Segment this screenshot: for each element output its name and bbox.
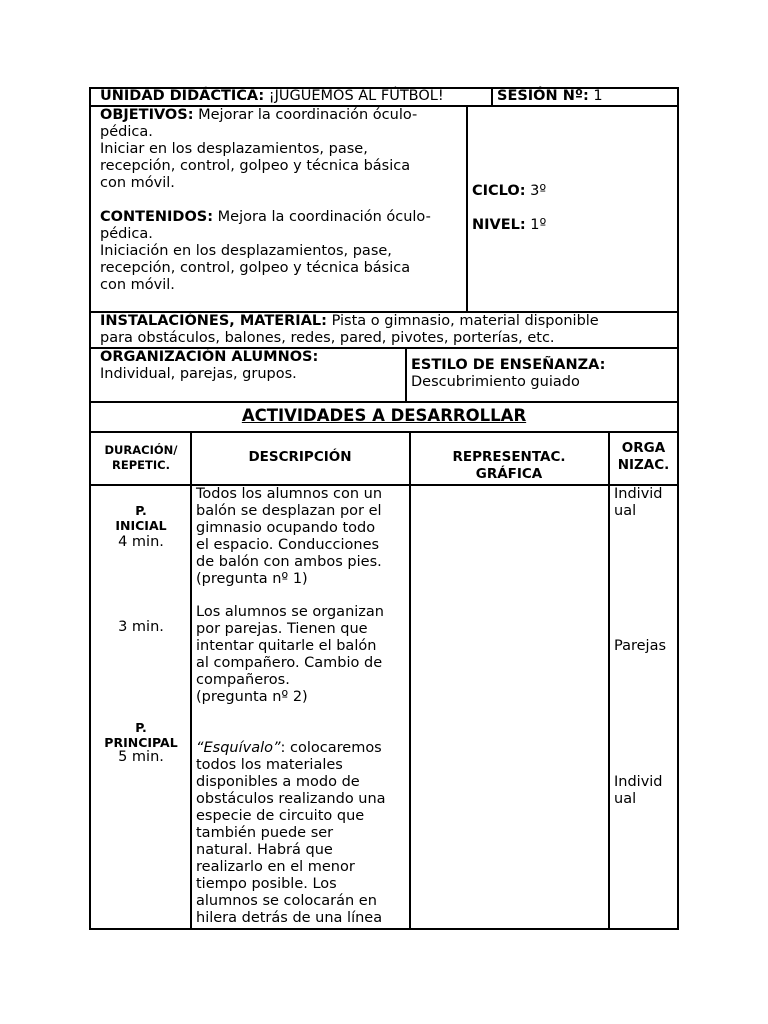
row-3-description xyxy=(196,740,406,927)
organizacion-value: Individual, parejas, grupos. xyxy=(100,366,297,382)
ciclo xyxy=(472,183,546,200)
rule-organization-divider xyxy=(405,348,407,402)
sesion-value: 1 xyxy=(588,88,603,104)
col-header-representacion: REPRESENTAC. GRÁFICA xyxy=(452,449,566,482)
rule-objectives-divider xyxy=(466,106,468,312)
col-header-organizacion: ORGA NIZAC. xyxy=(617,440,670,473)
rule-col-1 xyxy=(190,432,192,930)
contenidos-text: pédica. Iniciación en los desplazamientos, pase, recepción, control, golpeo y técnica básica con móvil. xyxy=(100,226,411,293)
instalaciones-first-line: Pista o gimnasio, material disponible xyxy=(326,313,599,329)
row-1-time: 4 min. xyxy=(118,534,164,550)
col-header-descripcion: DESCRIPCIÓN xyxy=(248,449,352,465)
row-3-time: 5 min. xyxy=(118,749,164,765)
rule-header-divider xyxy=(491,87,493,106)
row-1-description: Todos los alumnos con un balón se desplazan por el gimnasio ocupando todo el espacio. Conducciones de balón con ambos pies. (pregunta nº 1) xyxy=(196,486,383,587)
row-3-organizacion: Individ ual xyxy=(614,774,663,807)
row-2-time: 3 min. xyxy=(118,619,164,635)
objetivos-text: pédica. Iniciar en los desplazamientos, pase, recepción, control, golpeo y técnica básica con móvil. xyxy=(100,124,411,191)
organizacion-label: ORGANIZACIÓN ALUMNOS: xyxy=(100,349,319,365)
sesion-label: SESIÓN Nº: xyxy=(497,88,589,104)
estilo-value: Descubrimiento guiado xyxy=(411,374,580,390)
estilo-block xyxy=(411,357,673,391)
ciclo-label: CICLO: xyxy=(472,183,526,199)
objetivos-block xyxy=(100,107,462,192)
ciclo-value: 3º xyxy=(525,183,547,199)
unidad-didactica xyxy=(100,88,444,105)
instalaciones-text: para obstáculos, balones, redes, pared, pivotes, porterías, etc. xyxy=(100,330,555,346)
col-header-duracion: DURACIÓN/ REPETIC. xyxy=(104,443,178,472)
contenidos-block xyxy=(100,209,462,294)
nivel-label: NIVEL: xyxy=(472,217,526,233)
row-1-organizacion: Individ ual xyxy=(614,486,663,519)
row-1-phase: P. INICIAL xyxy=(115,503,167,533)
contenidos-label: CONTENIDOS: xyxy=(100,209,214,225)
row-3-game-name: “Esquívalo” xyxy=(196,740,281,756)
nivel xyxy=(472,217,546,234)
contenidos-first-line: Mejora la coordinación óculo- xyxy=(213,209,431,225)
rule-activities-title xyxy=(89,431,679,433)
rule-col-2 xyxy=(409,432,411,930)
instalaciones-label: INSTALACIÓNES, MATERIAL: xyxy=(100,313,327,329)
row-2-description: Los alumnos se organizan por parejas. Tienen que intentar quitarle el balón al compañero. Cambio de compañeros. (pregunta nº 2) xyxy=(196,604,384,705)
row-2-organizacion: Parejas xyxy=(614,638,667,654)
organizacion-block xyxy=(100,349,400,383)
objetivos-label: OBJETIVOS: xyxy=(100,107,194,123)
instalaciones-block xyxy=(100,313,675,347)
rule-organization xyxy=(89,401,679,403)
row-3-description-first: : colocaremos xyxy=(280,740,382,756)
objetivos-first-line: Mejorar la coordinación óculo- xyxy=(193,107,418,123)
sesion-numero xyxy=(497,88,603,105)
rule-col-3 xyxy=(608,432,610,930)
row-3-description-rest: todos los materiales disponibles a modo de obstáculos realizando una especie de circuito que también puede ser natural. Habrá que realizarlo en el menor tiempo posible. Los alumnos se colocarán en hilera detrás de una línea xyxy=(196,757,386,926)
nivel-value: 1º xyxy=(525,217,547,233)
actividades-title: ACTIVIDADES A DESARROLLAR xyxy=(241,406,527,425)
row-3-phase: P. PRINCIPAL xyxy=(104,720,178,750)
estilo-label: ESTILO DE ENSEÑANZA: xyxy=(411,357,606,373)
unidad-value: ¡JUGUEMOS AL FÚTBOL! xyxy=(264,88,444,104)
unidad-label: UNIDAD DIDÁCTICA: xyxy=(100,88,265,104)
